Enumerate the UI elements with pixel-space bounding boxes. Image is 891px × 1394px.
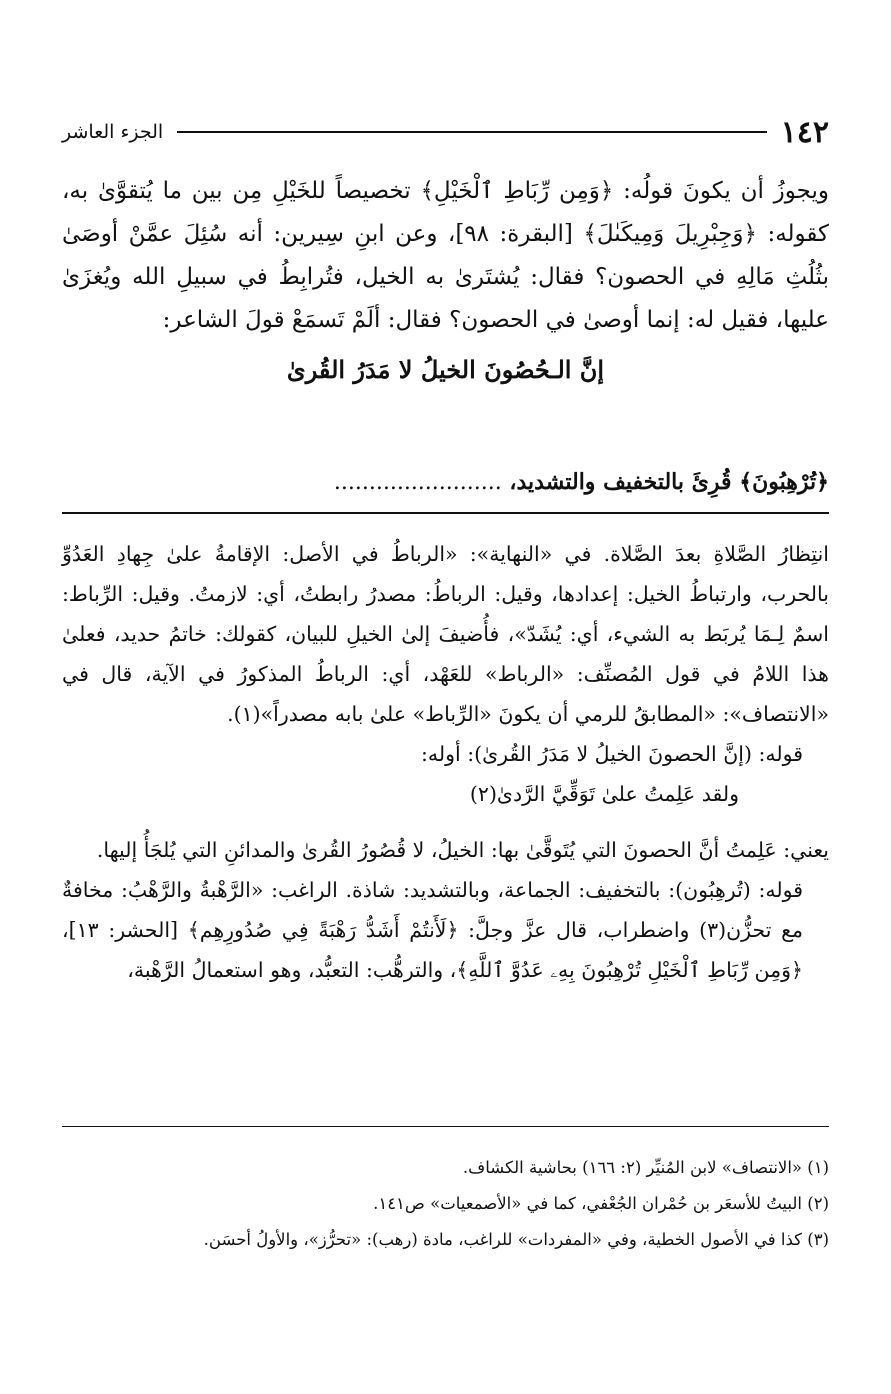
keyword-line bbox=[62, 462, 829, 503]
page-header bbox=[62, 112, 829, 152]
dotted-leader: ........................ bbox=[333, 470, 502, 495]
footnotes bbox=[62, 1150, 829, 1258]
commentary-paragraph-2: قوله: (إنَّ الحصونَ الخيلُ لا مَدَرُ القُرىٰ): أوله: bbox=[420, 742, 803, 766]
running-title: الجزء العاشر bbox=[62, 121, 164, 143]
commentary-poem-line: ولقد عَلِمتُ علىٰ تَوَقِّيَّ الرَّدىٰ(٢) bbox=[469, 782, 739, 806]
spacer bbox=[62, 814, 829, 830]
poetry-verse: إنَّ الـحُصُونَ الخيلُ لا مَدَرُ القُرىٰ bbox=[286, 355, 605, 384]
main-text bbox=[62, 170, 829, 391]
commentary-paragraph-3: يعني: عَلِمتُ أنَّ الحصونَ التي يُتَوقَّىٰ بها: الخيلُ، لا قُصُورُ القُرىٰ والمدائنِ التي يُلجَأُ إليها. bbox=[96, 838, 829, 862]
page-number: ١٤٢ bbox=[780, 114, 829, 150]
footnote-1: (١) «الانتصاف» لابن المُنيِّر (٢: ١٦٦) بحاشية الكشاف. bbox=[462, 1158, 829, 1177]
header-rule bbox=[177, 131, 766, 133]
commentary-paragraph-4: قوله: (تُرهِبُون): بالتخفيف: الجماعة، وبالتشديد: شاذة. الراغب: «الرَّهْبةُ والرَّهْبُ: مخافةٌ مع تحزُّن(٣) واضطراب، قال عزَّ وجلَّ: ﴿لَأَنتُمْ أَشَدُّ رَهْبَةً فِي صُدُورِهِم﴾ [الحشر: ١٣]، ﴿وَمِن رِّبَاطِ ٱلْخَيْلِ تُرْهِبُونَ بِهِۦ عَدُوَّ ٱللَّهِ﴾، والترهُّب: التعبُّد، وهو استعمالُ الرَّهْبة، bbox=[62, 878, 803, 982]
footnote-separator bbox=[62, 1126, 829, 1127]
footnote-2: (٢) البيتُ للأسعَر بن حُمْران الجُعْفي، كما في «الأصمعيات» ص١٤١. bbox=[373, 1194, 829, 1213]
keyword-text: ﴿تُرْهِبُونَ﴾ قُرِئَ بالتخفيف والتشديد، bbox=[509, 469, 829, 495]
main-paragraph: ويجوزُ أن يكونَ قولُه: ﴿وَمِن رِّبَاطِ ٱلْخَيْلِ﴾ تخصيصاً للخَيْلِ مِن بين ما يُتقوَّىٰ به، كقوله: ﴿وَجِبْرِيلَ وَمِيكَىٰلَ﴾ [البقرة: ٩٨]، وعن ابنِ سِيرين: أنه سُئِلَ عمَّنْ أوصَىٰ بثُلُثِ مَالِهِ في الحصون؟ فقال: يُشتَرىٰ به الخيل، فتُرابِطُ في سبيلِ الله ويُغزَىٰ عليها، فقيل له: إنما أوصىٰ في الحصون؟ فقال: ألَمْ تَسمَعْ قولَ الشاعر: bbox=[62, 178, 829, 333]
commentary-separator bbox=[62, 512, 829, 514]
commentary bbox=[62, 534, 829, 990]
footnote-3: (٣) كذا في الأصول الخطية، وفي «المفردات» للراغب، مادة (رهب): «تحرُّز»، والأولُ أحسَن. bbox=[203, 1230, 829, 1249]
commentary-paragraph-1: انتِظارُ الصَّلاةِ بعدَ الصَّلاة. في «النهاية»: «الرباطُ في الأصل: الإقامةُ علىٰ جِهادِ العَدُوِّ بالحرب، وارتباطُ الخيل: إعدادها، وقيل: الرباطُ: مصدرُ رابطتُ، أي: لازمتُ. وقيل: الرِّباط: اسمٌ لِـمَا يُربَط به الشيء، أي: يُشَدّ»، فأُضيفَ إلىٰ الخيلِ للبيان، كقولك: خاتمُ حديد، فعلىٰ هذا اللامُ في قول المُصنِّف: «الرباط» للعَهْد، أي: الرباطُ المذكورُ في الآية، قال في «الانتصاف»: «المطابقُ للرمي أن يكونَ «الرِّباط» علىٰ بابه مصدراً»(١). bbox=[62, 542, 829, 726]
